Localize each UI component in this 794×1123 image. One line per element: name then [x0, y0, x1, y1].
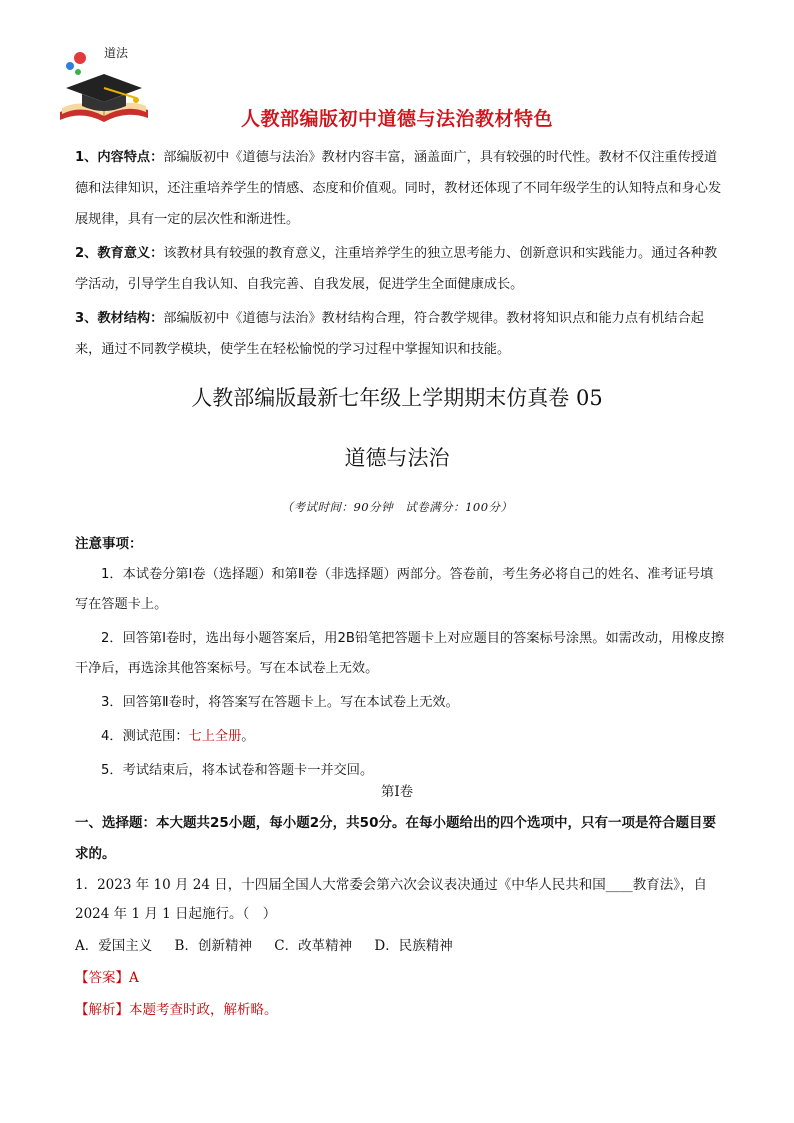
notice-list [75, 560, 725, 790]
feature-item [75, 142, 725, 235]
logo-label: 道法 [104, 46, 129, 60]
volume-label: 第Ⅰ卷 [380, 784, 414, 800]
option-a: A．爱国主义 [75, 938, 153, 954]
feature-head: 1、内容特点： [75, 150, 164, 165]
feature-item [75, 238, 725, 300]
answer-text: 【答案】A [75, 970, 139, 986]
option-c: C．改革精神 [274, 938, 353, 954]
scope-highlight: 七上全册 [188, 729, 242, 744]
notice-label: 注意事项： [75, 536, 143, 552]
notice-item: 2．回答第Ⅰ卷时，选出每小题答案后，用2B铅笔把答题卡上对应题目的答案标号涂黑。如需改动，用橡皮擦干净后，再选涂其他答案标号。写在本试卷上无效。 [75, 631, 725, 676]
banner-title: 人教部编版初中道德与法治教材特色 [240, 108, 553, 130]
exam-subject: 道德与法治 [344, 446, 450, 470]
feature-head: 3、教材结构： [75, 311, 164, 326]
feature-body: 部编版初中《道德与法治》教材内容丰富，涵盖面广，具有较强的时代性。教材不仅注重传授道德和法律知识，还注重培养学生的情感、态度和价值观。同时，教材还体现了不同年级学生的认知特点和身心发展规律，具有一定的层次性和渐进性。 [75, 150, 722, 227]
notice-item [75, 722, 725, 752]
feature-item [75, 303, 725, 365]
question-stem: 1．2023 年 10 月 24 日，十四届全国人大常委会第六次会议表决通过《中华人民共和国____教育法》，自 2024 年 1 月 1 日起施行。（ ） [75, 877, 708, 922]
exam-meta: （考试时间：90分钟 试卷满分：100分） [281, 500, 513, 514]
notice-item: 1．本试卷分第Ⅰ卷（选择题）和第Ⅱ卷（非选择题）两部分。答卷前，考生务必将自己的姓名、准考证号填写在答题卡上。 [75, 567, 714, 612]
notice-suffix: 。 [241, 729, 255, 744]
question-options [75, 934, 725, 954]
feature-head: 2、教育意义： [75, 246, 164, 261]
feature-body: 部编版初中《道德与法治》教材结构合理，符合教学规律。教材将知识点和能力点有机结合起来，通过不同教学模块，使学生在轻松愉悦的学习过程中掌握知识和技能。 [75, 311, 704, 357]
exam-title: 人教部编版最新七年级上学期期末仿真卷 05 [191, 386, 603, 410]
notice-prefix: 4．测试范围： [101, 729, 189, 744]
option-d: D．民族精神 [374, 938, 453, 954]
feature-list [75, 142, 725, 368]
notice-item: 3．回答第Ⅱ卷时，将答案写在答题卡上。写在本试卷上无效。 [101, 695, 459, 710]
section-heading: 一、选择题：本大题共25小题，每小题2分，共50分。在每小题给出的四个选项中，只有一项是符合题目要求的。 [75, 815, 716, 862]
option-b: B．创新精神 [174, 938, 252, 954]
analysis-text: 【解析】本题考查时政，解析略。 [75, 1002, 278, 1018]
notice-item: 5．考试结束后，将本试卷和答题卡一并交回。 [101, 763, 374, 778]
feature-body: 该教材具有较强的教育意义，注重培养学生的独立思考能力、创新意识和实践能力。通过各种教学活动，引导学生自我认知、自我完善、自我发展，促进学生全面健康成长。 [75, 246, 718, 292]
